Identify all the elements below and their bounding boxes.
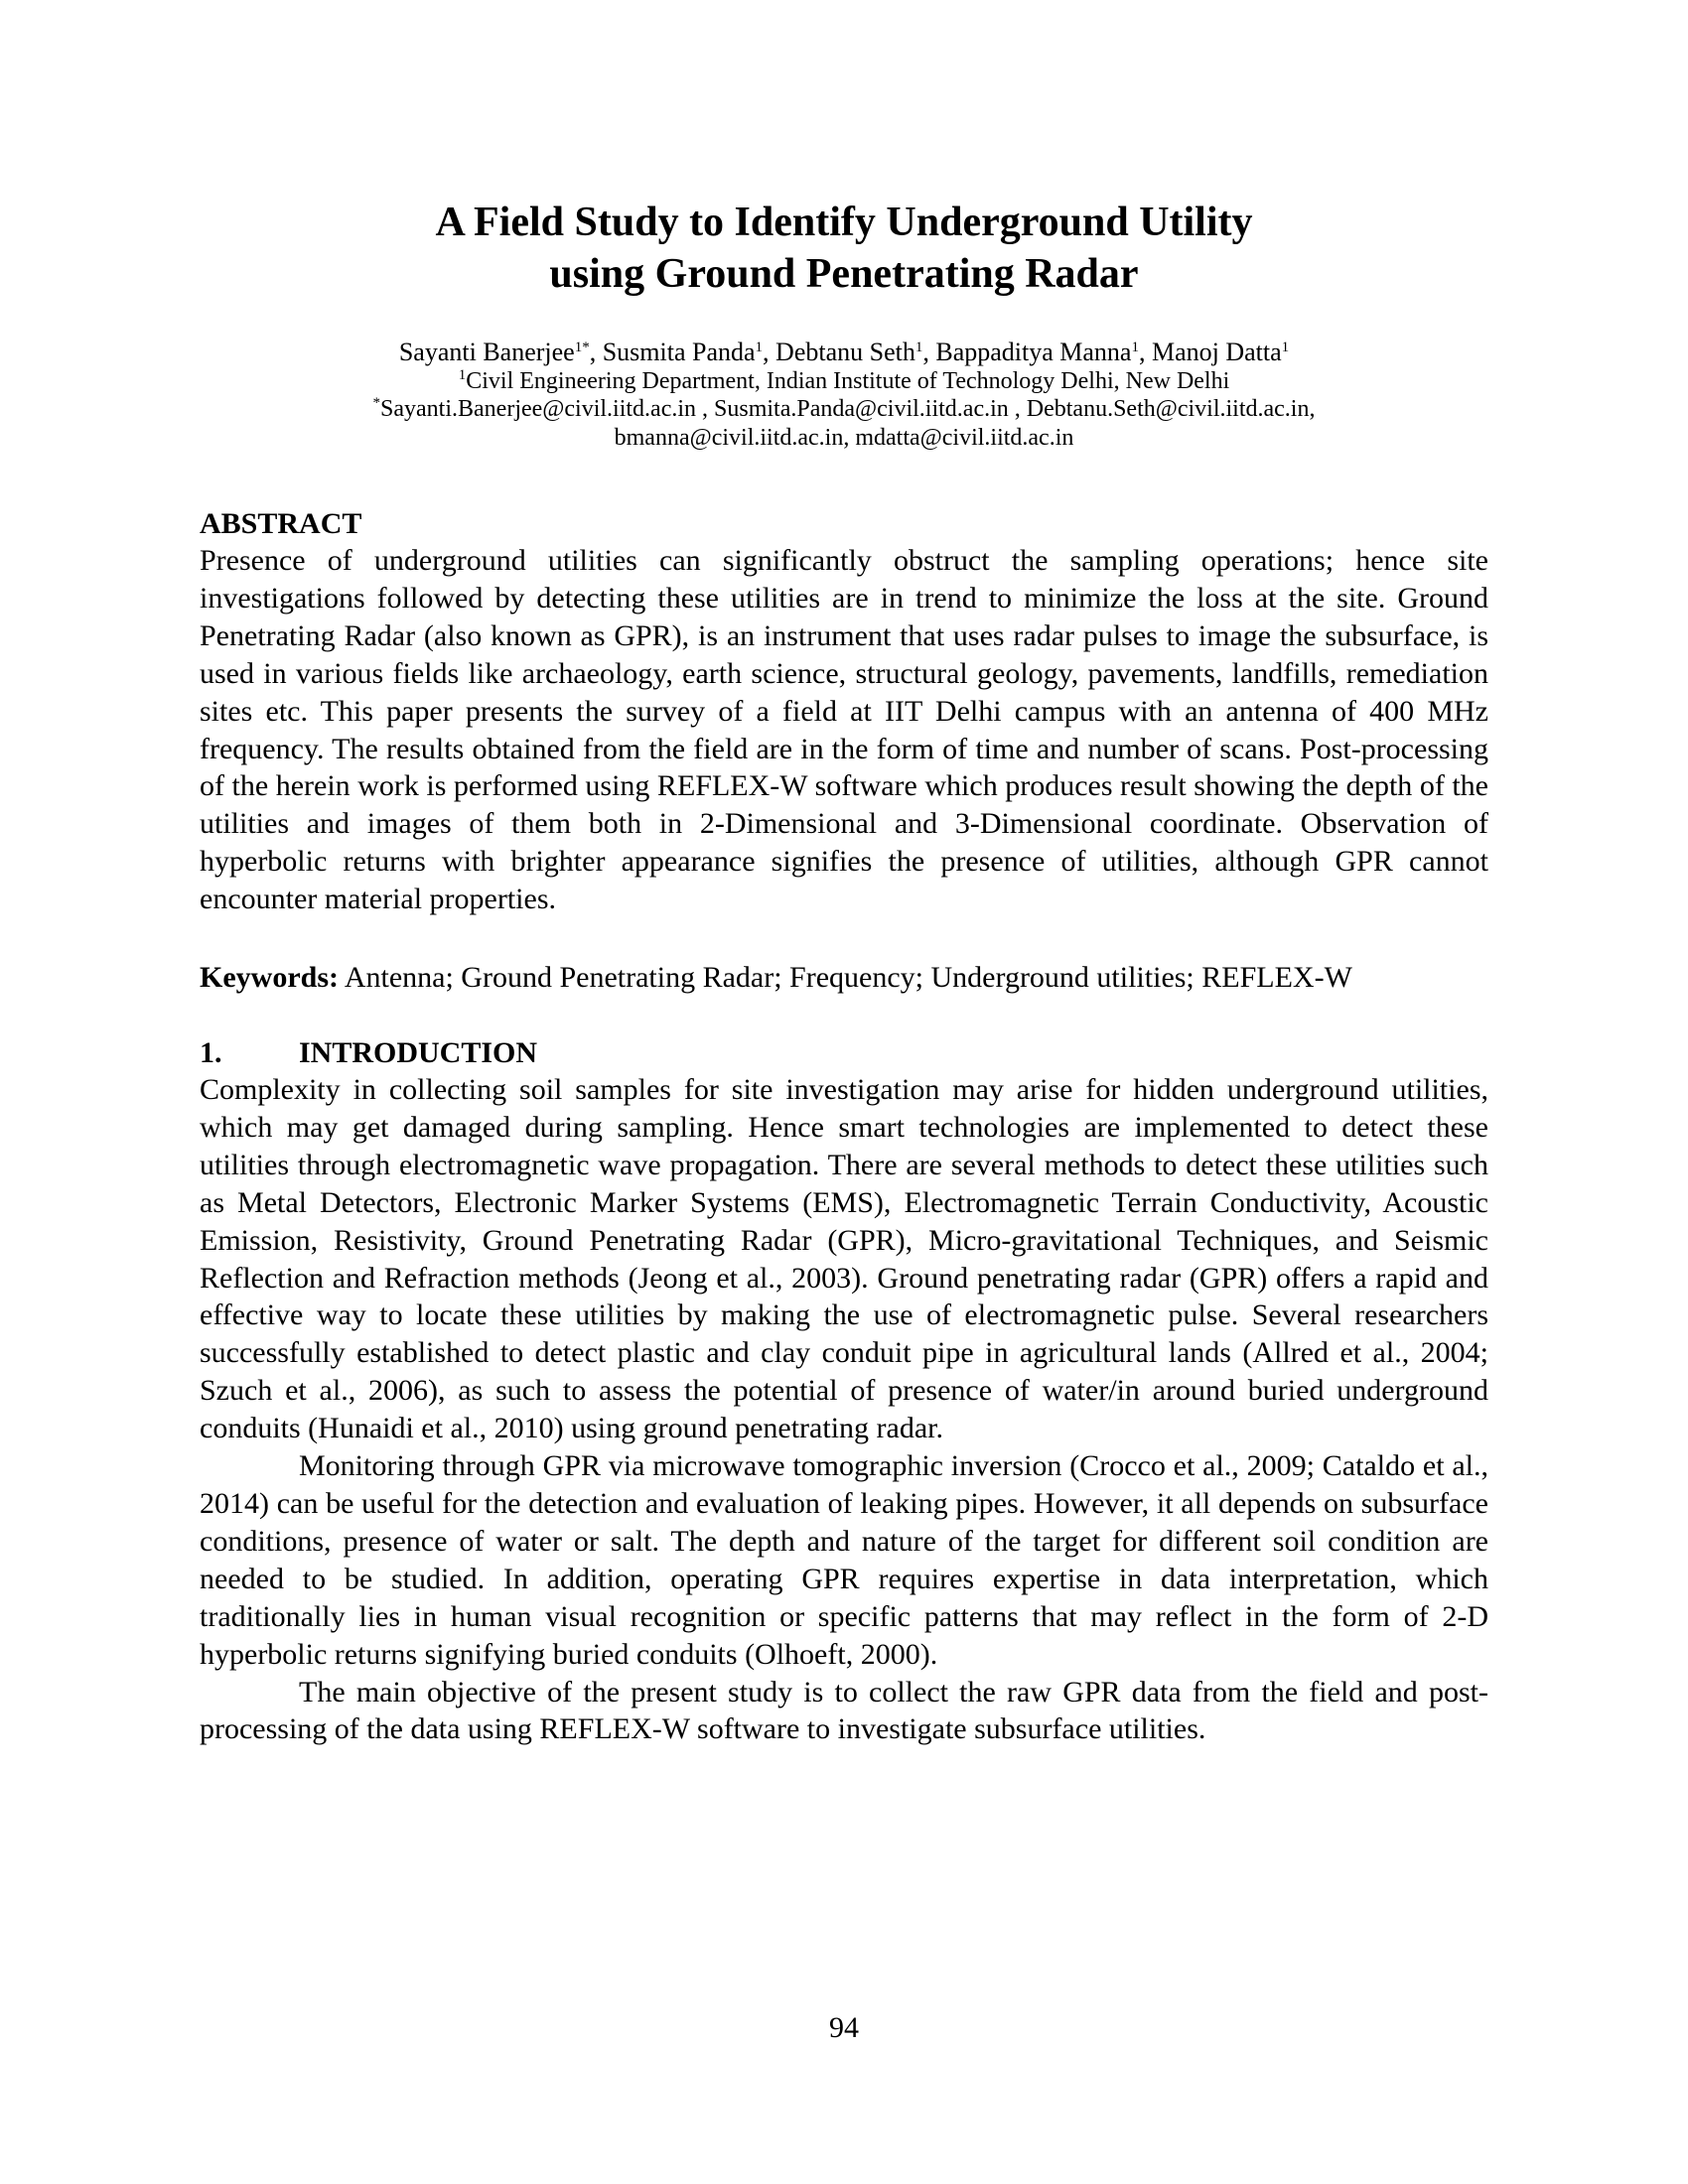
paper-title — [0, 197, 1688, 300]
abstract-heading: ABSTRACT — [200, 507, 362, 540]
introduction-heading — [200, 1035, 1488, 1071]
affiliation-text: Civil Engineering Department, Indian Institute of Technology Delhi, New Delhi — [466, 368, 1230, 394]
author-name: Manoj Datta — [1151, 338, 1282, 366]
keywords-section — [200, 959, 1488, 996]
author-name: Bappaditya Manna — [935, 338, 1132, 366]
author-name: Susmita Panda — [602, 338, 756, 366]
keywords-label: Keywords: — [200, 961, 339, 994]
email-line-2: bmanna@civil.iitd.ac.in, mdatta@civil.iitd.ac.in — [614, 425, 1074, 451]
section-number: 1. — [200, 1036, 222, 1069]
author-list: Sayanti Banerjee$^{1*}$, Susmita Panda$^1$, Debtanu Seth$^1$, Bappaditya Manna$^1$, Manoj Datta$^1$ — [398, 338, 1290, 366]
email-text-1: Sayanti.Banerjee@civil.iitd.ac.in , Susmita.Panda@civil.iitd.ac.in , Debtanu.Seth@civil.iitd.ac.in, — [380, 396, 1316, 422]
keywords-text: Antenna; Ground Penetrating Radar; Frequency; Underground utilities; REFLEX-W — [344, 961, 1352, 994]
title-line-2: using Ground Penetrating Radar — [549, 251, 1139, 297]
author-mark: 1 — [1131, 340, 1139, 355]
title-line-1: A Field Study to Identify Underground Utility — [435, 200, 1253, 245]
abstract-text: Presence of underground utilities can significantly obstruct the sampling operations; hence site investigations followed by detecting these utilities are in trend to minimize the loss at the site. Ground Penetrating Radar (also known as GPR), is an instrument that uses radar pulses to image the subsurface, is used in various fields like archaeology, earth science, structural geology, pavements, landfills, remediation sites etc. This paper presents the survey of a field at IIT Delhi campus with an antenna of 400 MHz frequency. The results obtained from the field are in the form of time and number of scans. Post-processing of the herein work is performed using REFLEX-W software which produces result showing the depth of the utilities and images of them both in 2-Dimensional and 3-Dimensional coordinate. Observation of hyperbolic returns with brighter appearance signifies the presence of utilities, although GPR cannot encounter material properties. — [200, 544, 1488, 916]
section-title: INTRODUCTION — [299, 1036, 538, 1069]
page-number: 94 — [829, 2011, 859, 2044]
intro-paragraph-2: Monitoring through GPR via microwave tomographic inversion (Crocco et al., 2009; Cataldo et al., 2014) can be useful for the detection and evaluation of leaking pipes. However, it all depends on subsurface conditions, presence of water or salt. The depth and nature of the target for different soil condition are needed to be studied. In addition, operating GPR requires expertise in data interpretation, which traditionally lies in human visual recognition or specific patterns that may reflect in the form of 2-D hyperbolic returns signifying buried conduits (Olhoeft, 2000). — [200, 1449, 1488, 1671]
author-name: Sayanti Banerjee — [398, 338, 575, 366]
author-name: Debtanu Seth — [775, 338, 915, 366]
email-mark: * — [372, 395, 381, 411]
introduction-section — [200, 1035, 1488, 1748]
author-mark: 1* — [574, 340, 590, 355]
author-block — [0, 338, 1688, 453]
intro-paragraph-3: The main objective of the present study is to collect the raw GPR data from the field and post-processing of the data using REFLEX-W software to investigate subsurface utilities. — [200, 1675, 1488, 1746]
affiliation-mark: 1 — [458, 367, 467, 383]
abstract-section — [200, 506, 1488, 918]
affiliation — [0, 367, 1688, 395]
author-mark: 1 — [755, 340, 764, 355]
email-line-1 — [0, 395, 1688, 424]
author-mark: 1 — [1281, 340, 1290, 355]
keywords-line — [200, 959, 1488, 996]
author-mark: 1 — [914, 340, 923, 355]
intro-paragraph-1: Complexity in collecting soil samples for site investigation may arise for hidden underground utilities, which may get damaged during sampling. Hence smart technologies are implemented to detect these utilities through electromagnetic wave propagation. There are several methods to detect these utilities such as Metal Detectors, Electronic Marker Systems (EMS), Electromagnetic Terrain Conductivity, Acoustic Emission, Resistivity, Ground Penetrating Radar (GPR), Micro-gravitational Techniques, and Seismic Reflection and Refraction methods (Jeong et al., 2003). Ground penetrating radar (GPR) offers a rapid and effective way to locate these utilities by making the use of electromagnetic pulse. Several researchers successfully established to detect plastic and clay conduit pipe in agricultural lands (Allred et al., 2004; Szuch et al., 2006), as such to assess the potential of presence of water/in around buried underground conduits (Hunaidi et al., 2010) using ground penetrating radar. — [200, 1073, 1488, 1445]
